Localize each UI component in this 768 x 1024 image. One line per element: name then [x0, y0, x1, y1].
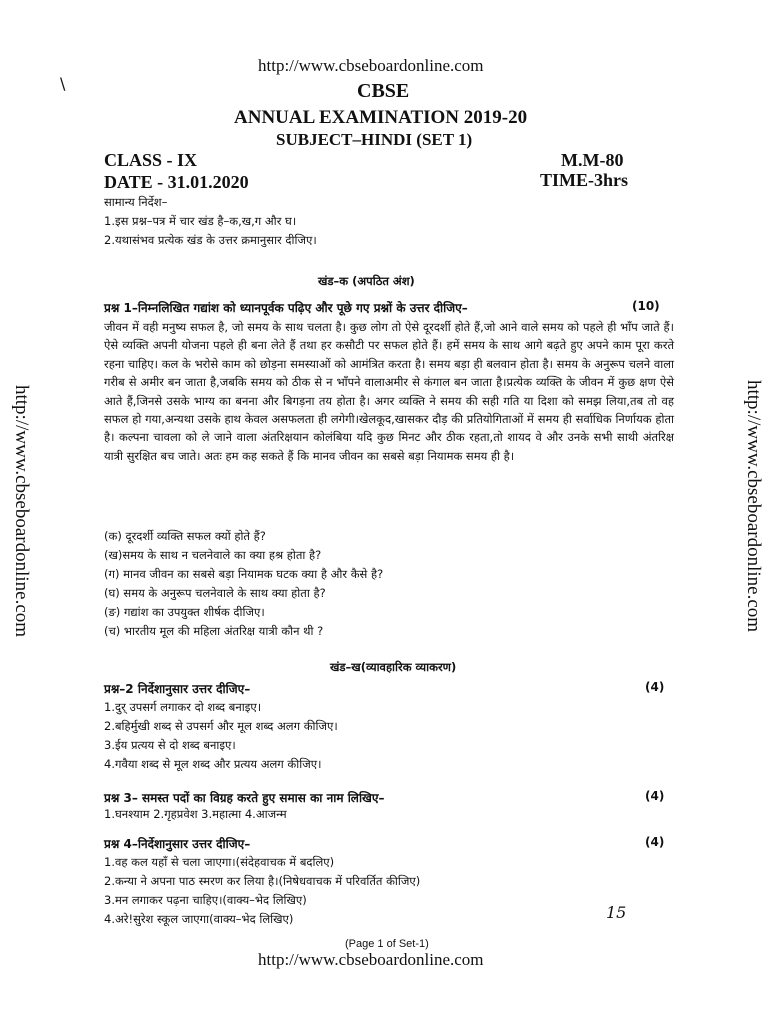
q2-item: 4.गवैया शब्द से मूल शब्द और प्रत्यय अलग कीजिए। [104, 757, 322, 771]
q1-marks: (10) [632, 299, 660, 313]
subject-title: SUBJECT–HINDI (SET 1) [276, 130, 473, 149]
q4-marks: (4) [645, 835, 665, 849]
section-a-title: खंड–क (अपठित अंश) [318, 274, 415, 288]
q4-prompt: प्रश्न 4–निर्देशानुसार उत्तर दीजिए– [104, 837, 251, 851]
q3-item: 1.घनश्याम 2.गृहप्रवेश 3.महात्मा 4.आजन्म [104, 807, 287, 821]
exam-title: ANNUAL EXAMINATION 2019-20 [234, 107, 528, 128]
board-title: CBSE [357, 80, 410, 102]
right-side-url: http://www.cbseboardonline.com [743, 380, 764, 633]
bottom-url[interactable]: http://www.cbseboardonline.com [258, 950, 484, 969]
q1-prompt: प्रश्न 1–निम्नलिखित गद्यांश को ध्यानपूर्वक पढ़िए और पूछे गए प्रश्नों के उत्तर दीजिए– [104, 301, 468, 315]
instructions-title: सामान्य निर्देश– [104, 195, 168, 209]
q3-marks: (4) [645, 789, 665, 803]
section-b-title: खंड–ख(व्यावहारिक व्याकरण) [330, 660, 457, 674]
max-marks: M.M-80 [561, 150, 624, 170]
instruction-item: 1.इस प्रश्न–पत्र में चार खंड है–क,ख,ग और घ। [104, 214, 297, 228]
q4-item: 4.अरे!सुरेश स्कूल जाएगा(वाक्य–भेद लिखिए) [104, 912, 294, 926]
page-number: (Page 1 of Set-1) [345, 938, 429, 950]
sub-question: (ङ) गद्यांश का उपयुक्त शीर्षक दीजिए। [104, 605, 265, 619]
class-label: CLASS - IX [104, 150, 198, 170]
top-url[interactable]: http://www.cbseboardonline.com [258, 56, 484, 75]
date-label: DATE - 31.01.2020 [104, 172, 249, 192]
q2-prompt: प्रश्न–2 निर्देशानुसार उत्तर दीजिए– [104, 682, 251, 696]
handwritten-score: 15 [606, 903, 627, 922]
scan-mark: \ [60, 74, 66, 93]
sub-question: (क) दूरदर्शी व्यक्ति सफल क्यों होते हैं? [104, 529, 266, 543]
q3-prompt: प्रश्न 3– समस्त पदों का विग्रह करते हुए समास का नाम लिखिए– [104, 791, 385, 805]
time-label: TIME-3hrs [540, 170, 629, 190]
q2-item: 2.बहिर्मुखी शब्द से उपसर्ग और मूल शब्द अलग कीजिए। [104, 719, 338, 733]
q4-item: 2.कन्या ने अपना पाठ स्मरण कर लिया है।(निषेधवाचक में परिवर्तित कीजिए) [104, 874, 421, 888]
sub-question: (ख)समय के साथ न चलनेवाले का क्या हश्र होता है? [104, 548, 322, 562]
q4-item: 3.मन लगाकर पढ़ना चाहिए।(वाक्य–भेद लिखिए) [104, 893, 307, 907]
left-side-url: http://www.cbseboardonline.com [11, 385, 32, 638]
q2-item: 3.ईय प्रत्यय से दो शब्द बनाइए। [104, 738, 236, 752]
instruction-item: 2.यथासंभव प्रत्येक खंड के उत्तर क्रमानुसार दीजिए। [104, 233, 317, 247]
sub-question: (घ) समय के अनुरूप चलनेवाले के साथ क्या होता है? [104, 586, 326, 600]
q2-marks: (4) [645, 680, 665, 694]
q1-passage: जीवन में वही मनुष्य सफल है, जो समय के साथ चलता है। कुछ लोग तो ऐसे दूरदर्शी होते हैं,जो आने वाले समय को पहले ही भाँप जाते हैं। ऐसे व्यक्ति अपनी योजना पहले ही बना लेते हैं तथा हर कसौटी पर सफल होते हैं। हमें समय के साथ आगे बढ़ते हुए अपने काम पूरा करते रहना चाहिए। कल के भरोसे काम को छोड़ना समस्याओं को आमंत्रित करता है। समय बड़ा ही बलवान होता है। समय के अनुरूप चलने वाला गरीब से अमीर बन जाता है,जबकि समय को ठीक से न भाँपने वालाअमीर से कंगाल बन जाता है।प्रत्येक व्यक्ति के जीवन में कुछ क्षण ऐसे आते हैं,जिनसे उसके भाग्य का बनना और बिगड़ना तय होता है। अगर व्यक्ति ने समय की सही गति या दिशा को समझ लिया,तब तो वह सफल हो गया,अन्यथा उसके हाथ केवल असफलता ही लगेगी।खेलकूद,खासकर दौड़ की प्रतियोगिताओं में समय ही सर्वाधिक निर्णायक होता है। कल्पना चावला को ले जाने वाला अंतरिक्षयान कोलंबिया यदि कुछ मिनट और ठीक रहता,तो शायद वे और उनके सभी साथी अंतरिक्ष यात्री सुरक्षित बच जाते। अतः हम कह सकते हैं कि मानव जीवन का सबसे बड़ा नियामक समय ही है। [104, 320, 674, 463]
q2-item: 1.दुर् उपसर्ग लगाकर दो शब्द बनाइए। [104, 700, 262, 714]
sub-question: (च) भारतीय मूल की महिला अंतरिक्ष यात्री कौन थी ? [104, 624, 324, 638]
sub-question: (ग) मानव जीवन का सबसे बड़ा नियामक घटक क्या है और कैसे है? [104, 567, 384, 581]
q4-item: 1.वह कल यहाँ से चला जाएगा।(संदेहवाचक में बदलिए) [104, 855, 335, 869]
